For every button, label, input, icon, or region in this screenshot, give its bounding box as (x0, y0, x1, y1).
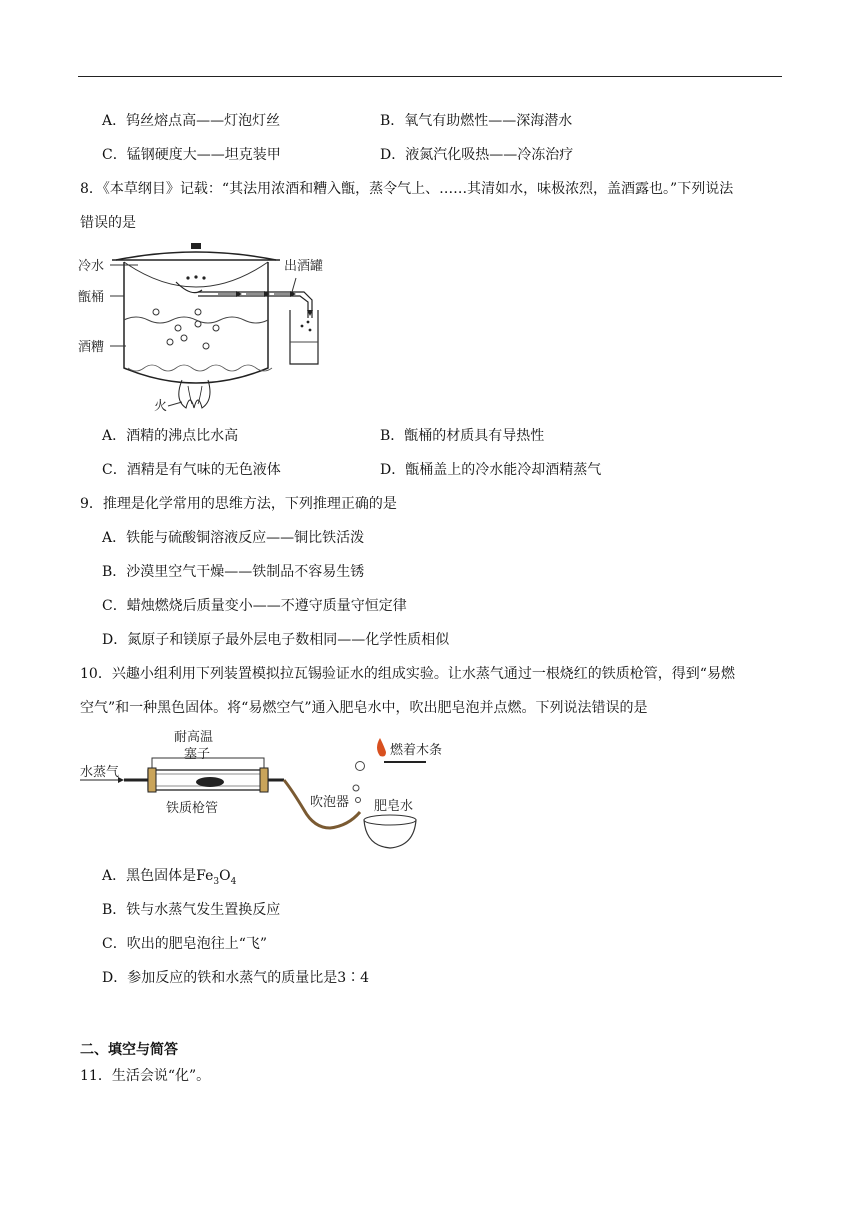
label-lees: 酒糟 (78, 340, 105, 355)
formula-o: O (219, 868, 231, 884)
q8-option-d[interactable]: D．甑桶盖上的冷水能冷却酒精蒸气 (380, 462, 602, 478)
label-cold-water: 冷水 (78, 259, 105, 274)
q9-option-b[interactable]: B．沙漠里空气干燥——铁制品不容易生锈 (102, 564, 365, 580)
label-bucket: 甑桶 (78, 290, 105, 305)
q10-option-a-prefix: A．黑色固体是 (102, 868, 197, 884)
flame (377, 738, 386, 757)
q10-option-d[interactable]: D．参加反应的铁和水蒸气的质量比是3∶4 (102, 970, 370, 986)
steam-iron-figure (78, 728, 458, 853)
q7-option-a[interactable]: A．钨丝熔点高——灯泡灯丝 (102, 113, 281, 129)
q8-stem-line1: 8．《本草纲目》记载：“其法用浓酒和糟入甑，蒸令气上、……其清如水，味极浓烈，盖酒露也。”下列说法 (80, 181, 734, 197)
q8-option-c[interactable]: C．酒精是有气味的无色液体 (102, 462, 281, 478)
label-plug-line1: 耐高温 (174, 730, 214, 745)
label-stick: 燃着木条 (390, 743, 443, 758)
q8-option-b[interactable]: B．甑桶的材质具有导热性 (380, 428, 545, 444)
q10-option-a[interactable] (102, 866, 236, 892)
lid-knob (191, 243, 201, 249)
formula-sub-3: 3 (213, 876, 220, 887)
q11-stem: 11．生活会说“化”。 (80, 1068, 211, 1084)
label-tube: 铁质枪管 (166, 801, 219, 816)
cold-water-basin (124, 262, 268, 287)
fire (179, 380, 210, 408)
formula-sub-4: 4 (230, 876, 237, 887)
receiving-cup (290, 310, 318, 364)
label-steam: 水蒸气 (80, 765, 120, 780)
q7-option-b[interactable]: B．氧气有助燃性——深海潜水 (380, 113, 573, 129)
q7-option-c[interactable]: C．锰钢硬度大——坦克装甲 (102, 147, 281, 163)
q9-option-a[interactable]: A．铁能与硫酸铜溶液反应——铜比铁活泼 (102, 530, 365, 546)
label-blower: 吹泡器 (310, 795, 350, 810)
plug-left (148, 768, 156, 792)
q7-option-d[interactable]: D．液氮汽化吸热——冷冻治疗 (380, 147, 574, 163)
formula-fe: Fe (196, 868, 214, 884)
q8-stem-line2: 错误的是 (80, 215, 136, 231)
q10-stem-line2: 空气”和一种黑色固体。将“易燃空气”通入肥皂水中，吹出肥皂泡并点燃。下列说法错误的是 (80, 700, 648, 716)
q10-stem-line1: 10．兴趣小组利用下列装置模拟拉瓦锡验证水的组成实验。让水蒸气通过一根烧红的铁质枪管，得到“易燃 (80, 666, 735, 682)
header-rule (78, 76, 782, 77)
q9-stem: 9．推理是化学常用的思维方法，下列推理正确的是 (80, 496, 397, 512)
q10-option-b[interactable]: B．铁与水蒸气发生置换反应 (102, 902, 281, 918)
label-fire: 火 (154, 399, 168, 414)
q10-option-c[interactable]: C．吹出的肥皂泡往上“飞” (102, 936, 268, 952)
plug-right (260, 768, 268, 792)
label-outlet: 出酒罐 (284, 259, 324, 274)
lid (116, 252, 276, 260)
label-soap: 肥皂水 (374, 799, 414, 814)
q9-option-c[interactable]: C．蜡烛燃烧后质量变小——不遵守质量守恒定律 (102, 598, 407, 614)
distillation-figure (78, 240, 378, 415)
q9-option-d[interactable]: D．氮原子和镁原子最外层电子数相同——化学性质相似 (102, 632, 450, 648)
section-title: 二、填空与简答 (80, 1042, 178, 1058)
label-plug-line2: 塞子 (184, 747, 211, 762)
q8-option-a[interactable]: A．酒精的沸点比水高 (102, 428, 239, 444)
black-solid (196, 777, 224, 787)
